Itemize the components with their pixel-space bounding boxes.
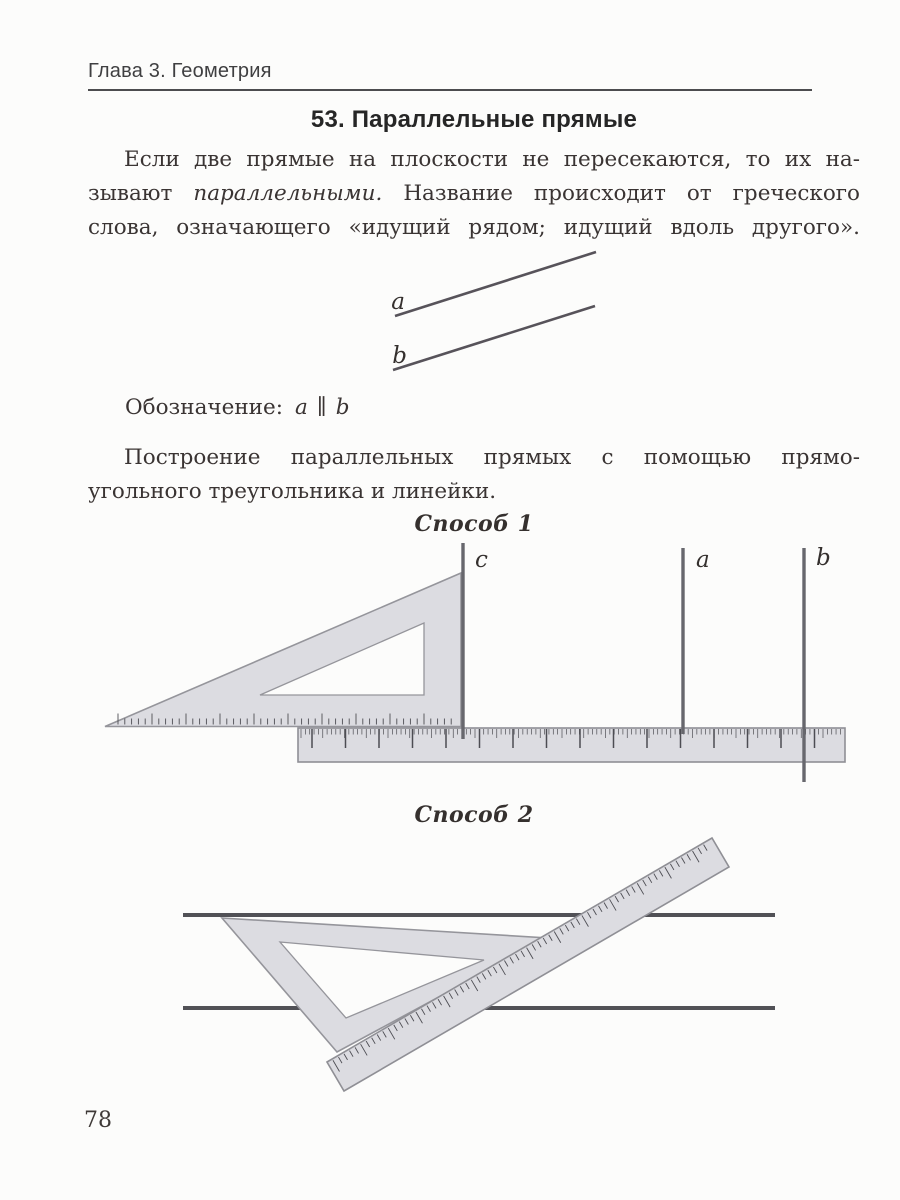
parallel-symbol: ∥ [316, 395, 327, 420]
method2-caption: Способ 2 [414, 802, 534, 828]
method1-label-c: c [475, 547, 488, 573]
page-number: 78 [84, 1108, 112, 1133]
notation-a: a [294, 395, 308, 420]
intro-paragraph [88, 143, 860, 245]
construction-line-1: Построение параллельных прямых с помощью прямо- [124, 445, 860, 470]
section-title: 53. Параллельные прямые [310, 106, 638, 133]
intro-line-1: Если две прямые на плоскости не пересекаются, то их на- [124, 147, 860, 172]
line-a-label: a [391, 289, 405, 315]
intro-line-2-post: Название происходит от греческого [403, 181, 860, 206]
method1-caption: Способ 1 [414, 511, 534, 537]
ruler [298, 728, 845, 762]
parallel-lines-figure [0, 243, 900, 393]
notation-line [125, 395, 350, 420]
method2-figure [0, 828, 900, 1100]
construction-line-2: угольного треугольника и линейки. [88, 479, 497, 504]
term-parallel-italic: параллельными. [193, 181, 383, 206]
intro-line-3: слова, означающего «идущий рядом; идущий вдоль другого». [88, 215, 860, 240]
line-b-label: b [392, 343, 407, 369]
method1-label-b: b [816, 545, 831, 571]
notation-label: Обозначение: [125, 395, 283, 420]
construction-paragraph [88, 441, 860, 509]
intro-line-2-pre: зывают [88, 181, 173, 206]
parallel-line-b [393, 306, 595, 370]
chapter-header: Глава 3. Геометрия [88, 60, 272, 82]
notation-b: b [335, 395, 350, 420]
header-rule-divider [88, 89, 812, 91]
method1-label-a: a [696, 547, 710, 573]
parallel-line-a [395, 252, 596, 316]
method1-figure [0, 535, 900, 805]
intro-line-2 [88, 177, 860, 211]
